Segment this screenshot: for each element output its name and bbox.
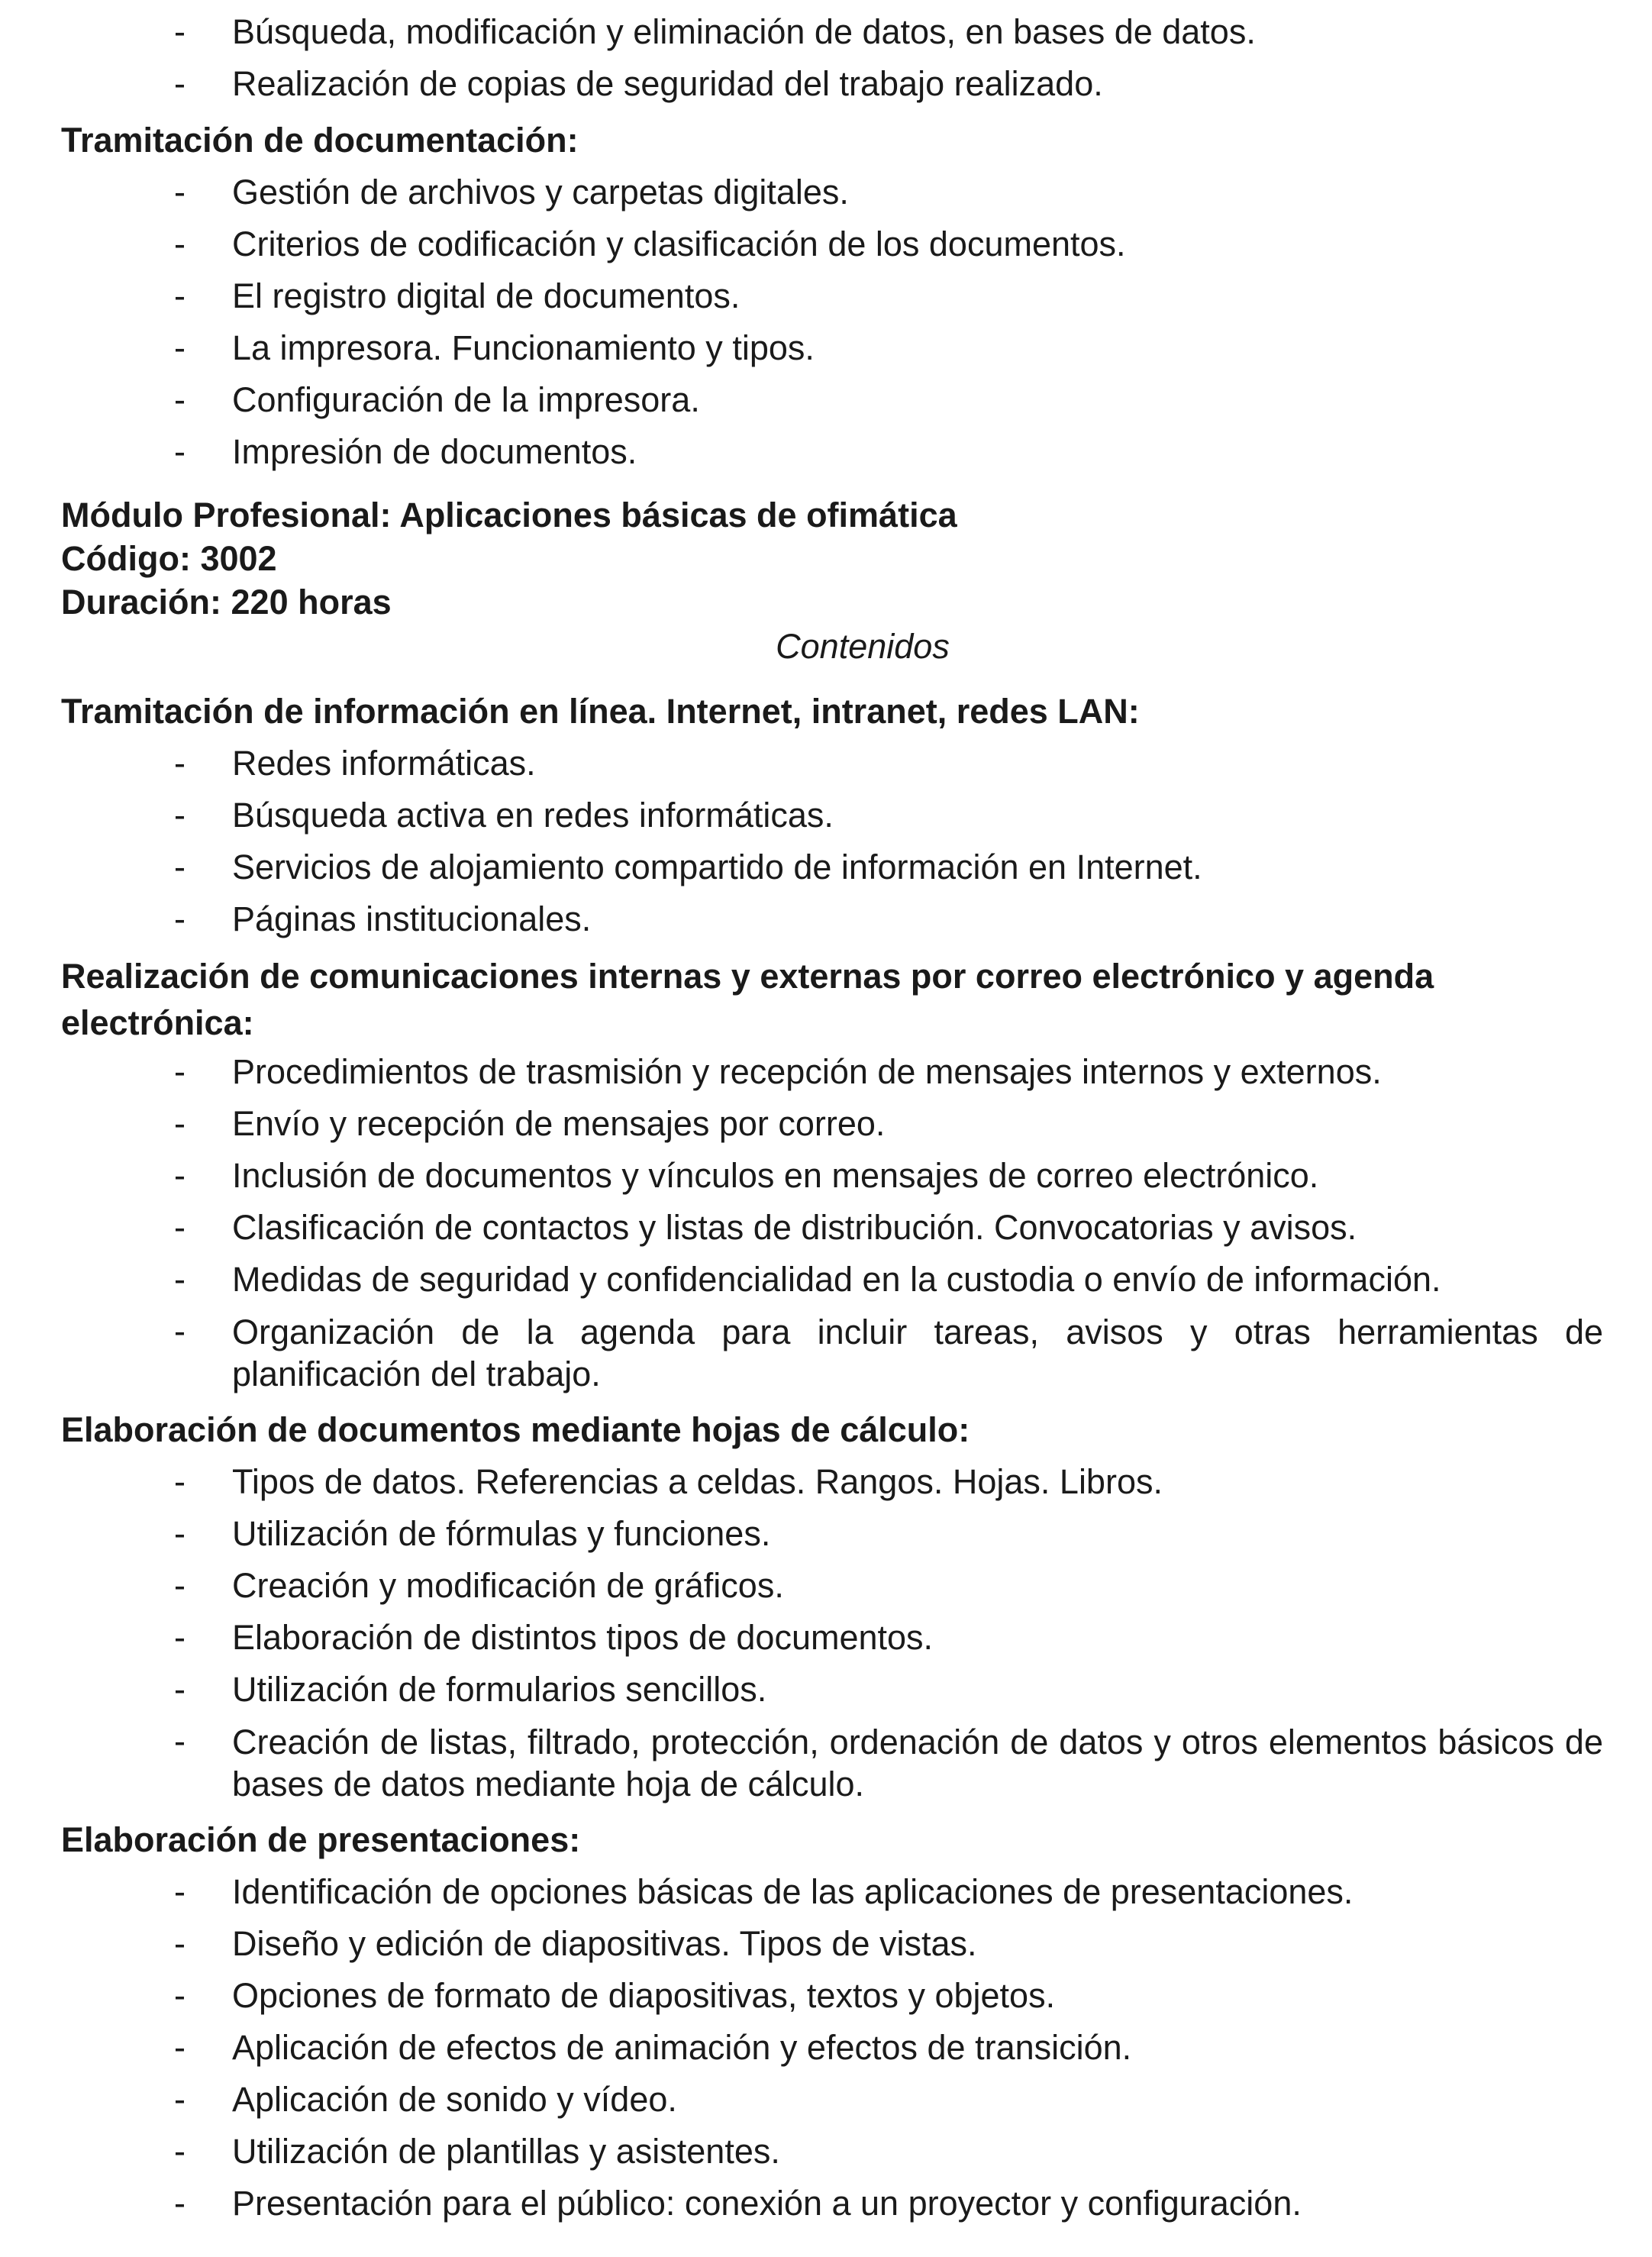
list-item <box>61 1456 1603 1508</box>
list-item-text: Búsqueda activa en redes informáticas. <box>232 796 834 835</box>
list-item <box>61 1202 1603 1254</box>
list-item-text: Configuración de la impresora. <box>232 380 700 419</box>
bullet-dash: - <box>174 1924 186 1963</box>
list-item-text: Utilización de fórmulas y funciones. <box>232 1514 771 1553</box>
list-item-text: Utilización de plantillas y asistentes. <box>232 2132 780 2171</box>
list-item-text: Envío y recepción de mensajes por correo. <box>232 1104 886 1143</box>
list-item-text: La impresora. Funcionamiento y tipos. <box>232 328 815 367</box>
bullet-dash: - <box>174 1566 186 1605</box>
list-item <box>61 1150 1603 1202</box>
module-info: Duración: 220 horas <box>61 583 392 622</box>
list-item <box>61 2074 1603 2126</box>
list-item-text: Identificación de opciones básicas de las aplicaciones de presentaciones. <box>232 1872 1354 1911</box>
list-item-text: Clasificación de contactos y listas de distribución. Convocatorias y avisos. <box>232 1208 1357 1247</box>
bullet-dash: - <box>174 744 186 783</box>
list-item-text: Realización de copias de seguridad del trabajo realizado. <box>232 64 1103 103</box>
bullet-dash: - <box>174 1104 186 1143</box>
bullet-dash: - <box>174 1618 186 1657</box>
list-item <box>61 270 1603 322</box>
bullet-dash: - <box>174 899 186 938</box>
list-item-text: Páginas institucionales. <box>232 899 592 938</box>
list-item-text: Aplicación de sonido y vídeo. <box>232 2080 677 2119</box>
bullet-dash: - <box>174 432 186 471</box>
list-item-text: Creación y modificación de gráficos. <box>232 1566 784 1605</box>
list-item-text: Diseño y edición de diapositivas. Tipos de vistas. <box>232 1924 977 1963</box>
list-item-text: Organización de la agenda para incluir tareas, avisos y otras herramientas de planificación del trabajo. <box>232 1313 1603 1393</box>
list-item-text: Redes informáticas. <box>232 744 536 783</box>
list-item-text: Criterios de codificación y clasificación de los documentos. <box>232 224 1126 263</box>
module-info: Módulo Profesional: Aplicaciones básicas de ofimática <box>61 496 957 534</box>
bullet-dash: - <box>174 276 186 315</box>
bullet-dash: - <box>174 796 186 835</box>
list-item <box>61 58 1603 110</box>
bullet-dash: - <box>174 12 186 51</box>
bullet-dash: - <box>174 848 186 886</box>
list-item <box>61 1306 1603 1400</box>
list-item-text: Servicios de alojamiento compartido de información en Internet. <box>232 848 1202 886</box>
list-item-text: Búsqueda, modificación y eliminación de datos, en bases de datos. <box>232 12 1256 51</box>
list-item <box>61 789 1603 841</box>
list-item <box>61 1098 1603 1150</box>
bullet-dash: - <box>174 224 186 263</box>
bullet-dash: - <box>174 1976 186 2015</box>
list-item <box>61 1046 1603 1098</box>
list-item <box>61 1612 1603 1664</box>
list-item-text: Procedimientos de trasmisión y recepción de mensajes internos y externos. <box>232 1052 1382 1091</box>
section-heading: Realización de comunicaciones internas y externas por correo electrónico y agenda electrónica: <box>61 957 1434 1042</box>
list-item-text: Gestión de archivos y carpetas digitales. <box>232 173 849 211</box>
module-info: Código: 3002 <box>61 539 277 578</box>
bullet-dash: - <box>174 328 186 367</box>
bullet-dash: - <box>174 1670 186 1709</box>
list-item-text: Impresión de documentos. <box>232 432 637 471</box>
bullet-dash: - <box>174 380 186 419</box>
list-item <box>61 738 1603 789</box>
list-item-text: Presentación para el público: conexión a un proyector y configuración. <box>232 2184 1302 2223</box>
bullet-dash: - <box>174 64 186 103</box>
bullet-dash: - <box>174 2028 186 2067</box>
bullet-dash: - <box>174 1514 186 1553</box>
list-item-text: Utilización de formularios sencillos. <box>232 1670 767 1709</box>
list-item <box>61 166 1603 218</box>
list-item <box>61 893 1603 945</box>
list-item <box>61 2126 1603 2178</box>
list-item-text: Creación de listas, filtrado, protección, ordenación de datos y otros elementos básicos de bases de datos mediante hoja de cálculo. <box>232 1723 1603 1803</box>
list-item <box>61 1664 1603 1716</box>
bullet-dash: - <box>174 1260 186 1299</box>
list-item <box>61 1254 1603 1306</box>
list-item <box>61 1716 1603 1810</box>
list-item-text: Inclusión de documentos y vínculos en mensajes de correo electrónico. <box>232 1156 1319 1195</box>
list-item <box>61 218 1603 270</box>
list-item <box>61 841 1603 893</box>
bullet-dash: - <box>174 1052 186 1091</box>
bullet-dash: - <box>174 1208 186 1247</box>
list-item <box>61 374 1603 426</box>
bullet-dash: - <box>174 1872 186 1911</box>
contents-title: Contenidos <box>776 627 950 666</box>
list-item-text: Elaboración de distintos tipos de documentos. <box>232 1618 934 1657</box>
section-heading: Tramitación de información en línea. Internet, intranet, redes LAN: <box>61 692 1140 731</box>
bullet-dash: - <box>174 2132 186 2171</box>
list-item <box>61 1560 1603 1612</box>
list-item-text: Aplicación de efectos de animación y efectos de transición. <box>232 2028 1132 2067</box>
bullet-dash: - <box>174 173 186 211</box>
list-item <box>61 1508 1603 1560</box>
section-heading: Elaboración de documentos mediante hojas de cálculo: <box>61 1410 970 1449</box>
section-heading: Elaboración de presentaciones: <box>61 1820 581 1859</box>
section-heading: Tramitación de documentación: <box>61 121 579 160</box>
bullet-dash: - <box>174 1462 186 1501</box>
list-item <box>61 1970 1603 2022</box>
list-item <box>61 2178 1603 2230</box>
list-item-text: El registro digital de documentos. <box>232 276 740 315</box>
list-item <box>61 6 1603 58</box>
list-item-text: Opciones de formato de diapositivas, textos y objetos. <box>232 1976 1056 2015</box>
bullet-dash: - <box>174 2080 186 2119</box>
list-item <box>61 2022 1603 2074</box>
bullet-dash: - <box>174 2184 186 2223</box>
document-page <box>61 6 1603 2230</box>
list-item <box>61 1918 1603 1970</box>
bullet-dash: - <box>174 1312 186 1351</box>
list-item <box>61 1866 1603 1918</box>
bullet-dash: - <box>174 1156 186 1195</box>
list-item-text: Tipos de datos. Referencias a celdas. Rangos. Hojas. Libros. <box>232 1462 1163 1501</box>
list-item <box>61 426 1603 478</box>
list-item-text: Medidas de seguridad y confidencialidad en la custodia o envío de información. <box>232 1260 1441 1299</box>
bullet-dash: - <box>174 1722 186 1761</box>
list-item <box>61 322 1603 374</box>
